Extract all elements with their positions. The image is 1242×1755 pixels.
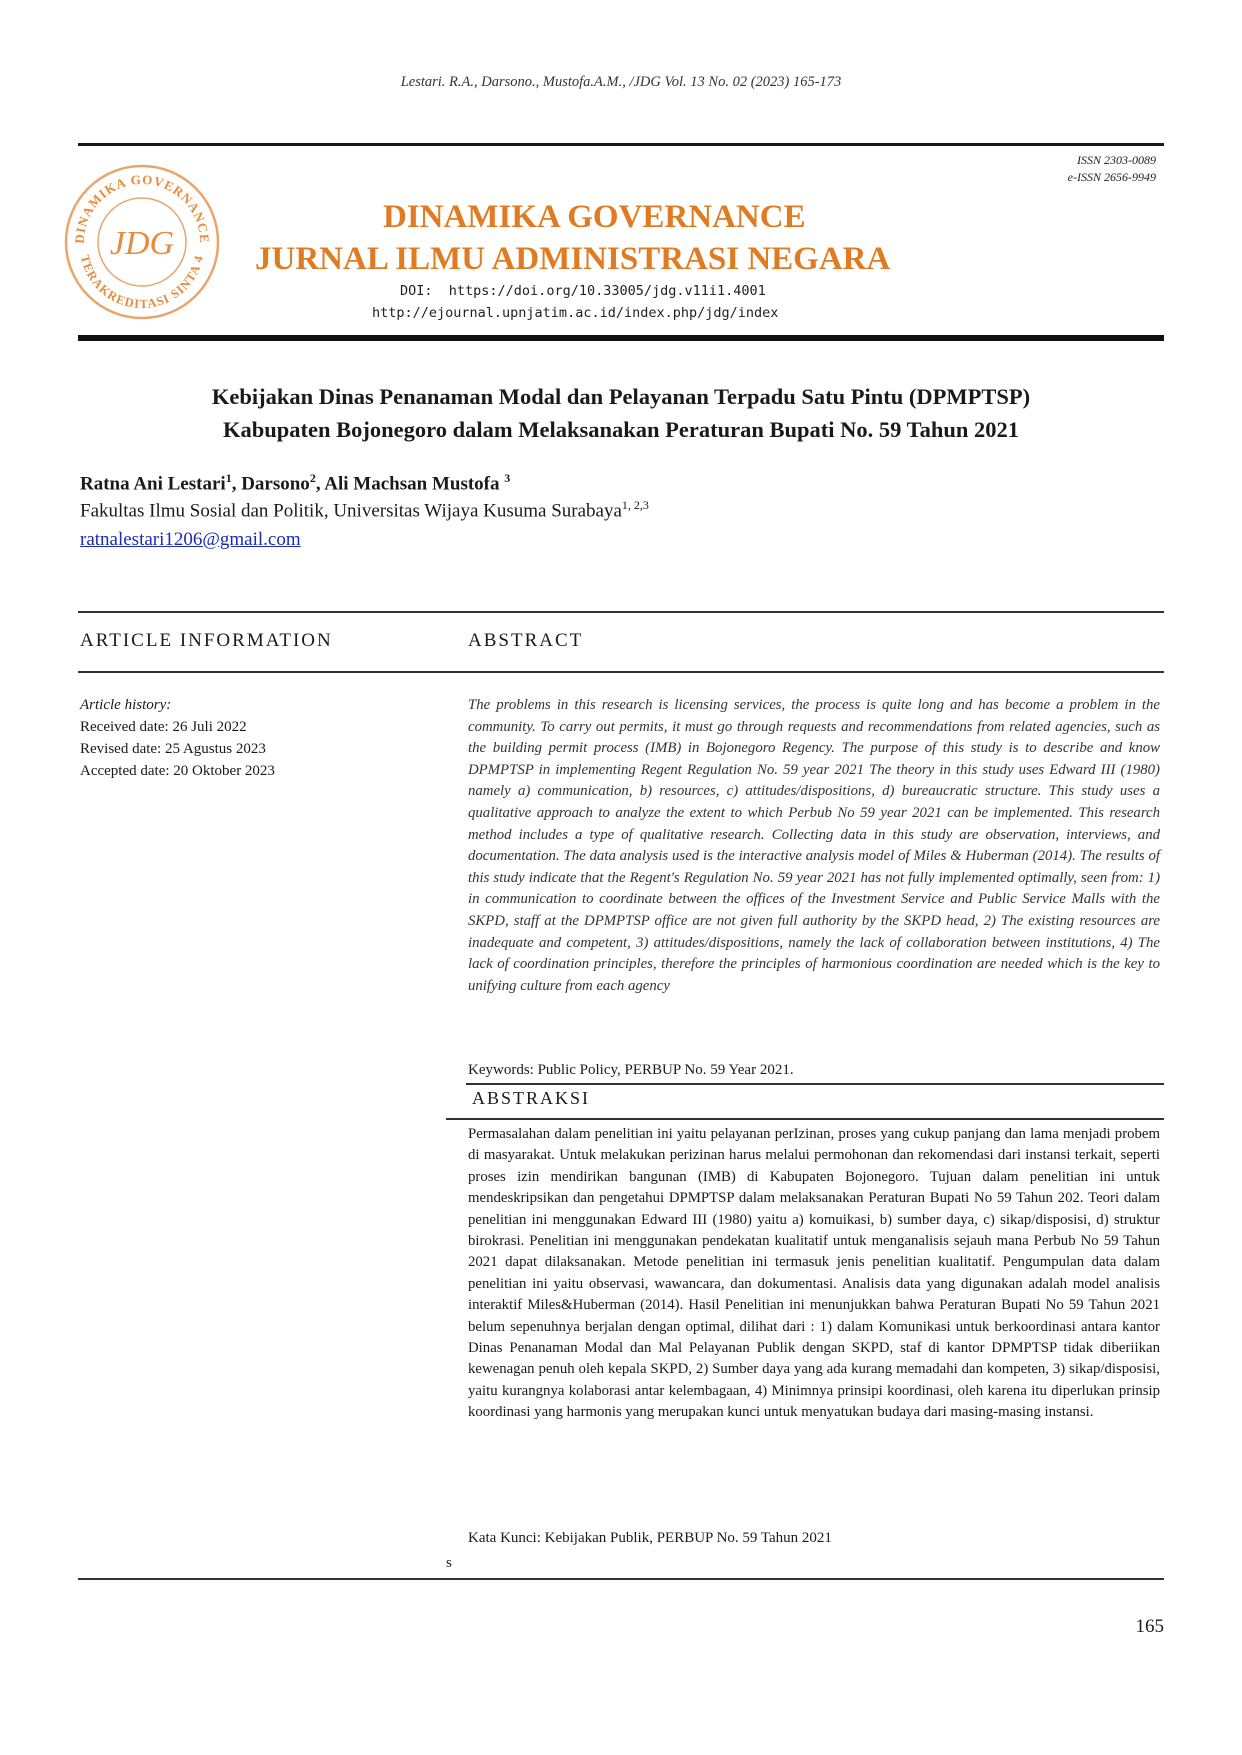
rule-above-abstraksi [466, 1083, 1164, 1085]
journal-url[interactable]: http://ejournal.upnjatim.ac.id/index.php/jdg/index [372, 305, 779, 321]
logo-top-text: DINAMIKA GOVERNANCE [71, 171, 213, 245]
page-number: 165 [1135, 1616, 1164, 1637]
journal-name-line1: DINAMIKA GOVERNANCE [383, 199, 806, 235]
eissn: e-ISSN 2656-9949 [1067, 170, 1156, 184]
logo-bottom-text: TERAKREDITASI SINTA 4 [77, 253, 207, 312]
doi-line [400, 283, 766, 299]
running-head: Lestari. R.A., Darsono., Mustofa.A.M., /JDG Vol. 13 No. 02 (2023) 165-173 [400, 74, 842, 90]
author-sep-2: , [315, 473, 325, 495]
stray-character: s [446, 1555, 452, 1571]
keywords-indonesian: Kata Kunci: Kebijakan Publik, PERBUP No. 59 Tahun 2021 [468, 1530, 832, 1546]
author-1-sup: 1 [225, 471, 232, 485]
author-2-sup: 2 [309, 471, 316, 485]
revised-date: Revised date: 25 Agustus 2023 [80, 741, 266, 757]
affiliation-sup: 1, 2,3 [621, 498, 649, 512]
received-date: Received date: 26 Juli 2022 [80, 719, 247, 735]
rule-above-info [78, 611, 1164, 613]
authors [80, 471, 510, 495]
rule-bottom [78, 1578, 1164, 1580]
journal-name [255, 196, 975, 280]
header-heavy-rule [78, 335, 1164, 341]
author-email-link[interactable]: ratnalestari1206@gmail.com [80, 529, 301, 550]
abstract-indonesian: Permasalahan dalam penelitian ini yaitu pelayanan perIzinan, proses yang cukup panjang dan lama menjadi probem di masyarakat. Untuk melakukan perizinan harus melalui permohonan dan rekomendasi dari instansi terkait, seperti proses izin mendirikan bangunan (IMB) di Kabupaten Bojonegoro. Tujuan dalam penelitian ini untuk mendeskripsikan dan pengetahui DPMPTSP dalam melaksanakan Peraturan Bupati No 59 Tahun 202. Teori dalam penelitian ini menggunakan Edward III (1980) yaitu a) komuikasi, b) sumber daya, c) sikap/disposisi, d) struktur birokrasi. Penelitian ini menggunakan pendekatan kualitatif untuk menganalisis sejauh mana Perbub No 59 Tahun 2021 dapat dilaksanakan. Metode penelitian ini termasuk jenis penelitian kualitatif. Pengumpulan data dalam penelitian ini yaitu observasi, wawancara, dan dokumentasi. Analisis data yang digunakan adalah model analisis interaktif Miles&Huberman (2014). Hasil Penelitian ini menunjukkan bahwa Peraturan Bupati No 59 Tahun 2021 belum sepenuhnya berjalan dengan optimal, dilihat dari : 1) dalam Komunikasi untuk berkoordinasi antara kantor Dinas Penanaman Modal dan Mal Pelayanan Publik dengan SKPD, staf di kantor DPMPTSP tidak diberiikan kewenagan penuh oleh kepala SKPD, 2) Sumber daya yang ada kurang memadahi dan kompeten, 3) sikap/disposisi, yaitu kurangnya kolaborasi antar kelembagaan, 4) Minimnya prinsipi koordinasi, oleh karena itu diperlukan prinsip koordinasi yang harmonis yang merupakan kunci untuk menyatukan budaya dari masing-masing instansi. [468, 1126, 1160, 1421]
journal-name-line2: JURNAL ILMU ADMINISTRASI NEGARA [255, 241, 891, 277]
abstraksi-heading: ABSTRAKSI [472, 1088, 591, 1108]
journal-seal-icon [62, 162, 222, 322]
author-2: Darsono [241, 473, 310, 495]
article-info-heading: ARTICLE INFORMATION [80, 630, 333, 651]
author-3: Ali Machsan Mustofa [324, 473, 505, 495]
article-title-line1: Kebijakan Dinas Penanaman Modal dan Pelayanan Terpadu Satu Pintu (DPMPTSP) [211, 384, 1031, 409]
logo-monogram: JDG [109, 225, 175, 262]
article-title-line2: Kabupaten Bojonegoro dalam Melaksanakan Peraturan Bupati No. 59 Tahun 2021 [223, 417, 1019, 442]
journal-logo [62, 162, 222, 322]
rule-below-info [78, 671, 1164, 673]
article-history-label: Article history: [80, 697, 172, 713]
accepted-date: Accepted date: 20 Oktober 2023 [80, 763, 275, 779]
abstract-heading: ABSTRACT [468, 630, 584, 651]
author-sep-1: , [231, 473, 242, 495]
header-rule [78, 143, 1164, 146]
affiliation [80, 498, 649, 522]
author-3-sup: 3 [504, 471, 511, 485]
doi-label: DOI: [400, 283, 433, 299]
abstract-english: The problems in this research is licensing services, the process is quite long and has become a problem in the community. To carry out permits, it must go through requests and recommendations from related agencies, such as the building permit process (IMB) in Bojonegoro Regency. The purpose of this study is to describe and know DPMPTSP in implementing Regent Regulation No. 59 year 2021 The theory in this study uses Edward III (1980) namely a) communication, b) resources, c) attitudes/dispositions, d) bureaucratic structure. This study uses a qualitative approach to analyze the extent to which Perbub No 59 year 2021 can be implemented. This research method includes a type of qualitative research. Collecting data in this study are observation, interviews, and documentation. The data analysis used is the interactive analysis model of Miles & Huberman (2014). The results of this study indicate that the Regent's Regulation No. 59 year 2021 has not fully implemented optimally, seen from: 1) in communication to coordinate between the offices of the Investment Service and Public Service Malls with the SKPD, staff at the DPMPTSP office are not given full authority by the SKPD head, 2) The existing resources are inadequate and competent, 3) attitudes/dispositions, namely the lack of collaboration between institutions, 4) The lack of coordination principles, therefore the principles of harmonious coordination are needed which is the key to unifying culture from each agency [468, 697, 1160, 994]
affiliation-text: Fakultas Ilmu Sosial dan Politik, Universitas Wijaya Kusuma Surabaya [80, 500, 622, 522]
article-title [78, 380, 1164, 446]
issn: ISSN 2303-0089 [1077, 153, 1156, 167]
author-1: Ratna Ani Lestari [80, 473, 226, 495]
keywords-english: Keywords: Public Policy, PERBUP No. 59 Year 2021. [468, 1062, 794, 1078]
rule-below-abstraksi [446, 1118, 1164, 1120]
issn-block [1068, 152, 1156, 186]
doi-link[interactable]: https://doi.org/10.33005/jdg.v11i1.4001 [448, 283, 766, 299]
